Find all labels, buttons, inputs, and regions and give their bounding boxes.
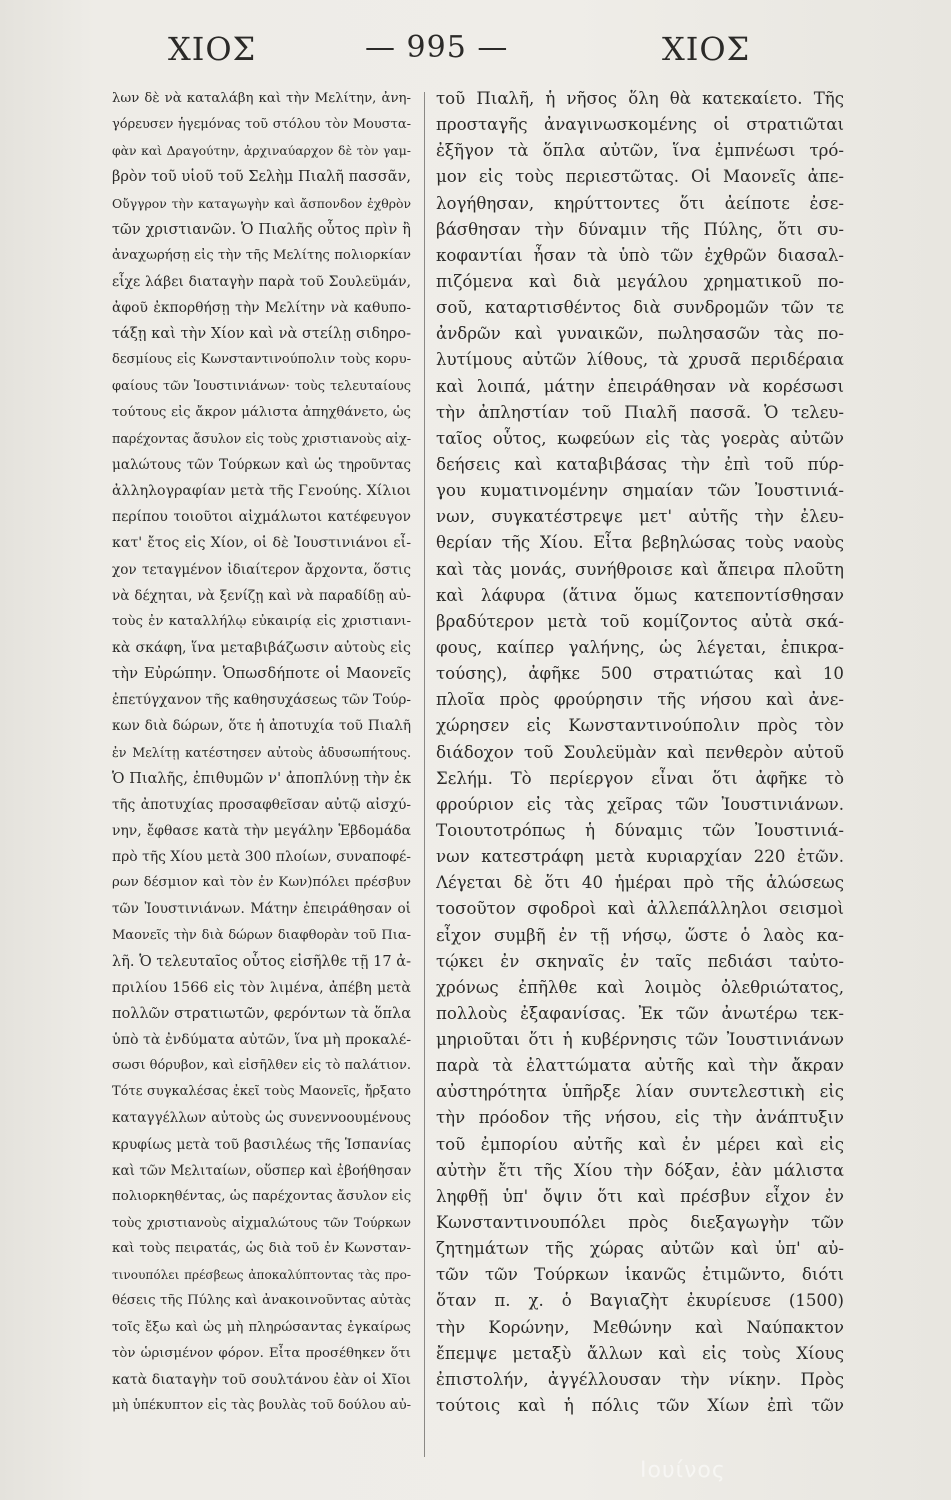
text-line: τῶν τῶν Τούρκων ἱκανῶς ἐτιμῶντο, διότι — [436, 1265, 844, 1285]
text-line: τὴν ἀπληστίαν τοῦ Πιαλῆ πασσᾶ. Ὁ τελευ- — [436, 402, 844, 422]
text-line: τοῖς ἔξω καὶ ὡς μὴ πληρώσαντας ἐγκαίρως — [112, 1319, 411, 1335]
text-line: νων κατεστράφη μετὰ κυριαρχίαν 220 ἐτῶν. — [436, 847, 844, 867]
text-line: Τότε συγκαλέσας ἐκεῖ τοὺς Μαονεῖς, ἤρξατο — [112, 1084, 411, 1100]
text-line: σοῦ, καταρτισθέντος διὰ συνδρομῶν τῶν τε — [436, 298, 844, 318]
text-line: Λέγεται δὲ ὅτι 40 ἡμέραι πρὸ τῆς ἁλώσεως — [436, 873, 844, 893]
text-line: αὐτὴν ἔτι τῆς Χίου τὴν δόξαν, ἐὰν μάλιστα — [436, 1160, 844, 1180]
text-line: λων δὲ νὰ καταλάβη καὶ τὴν Μελίτην, ἀνη- — [112, 91, 411, 106]
text-line: πολλοὺς ἐξαφανίσας. Ἐκ τῶν ἀνωτέρω τεκ- — [436, 1003, 844, 1023]
text-line: Μαονεῖς τὴν διὰ δώρων διαφθορὰν τοῦ Πια- — [112, 927, 411, 943]
left-text-column — [112, 86, 411, 1419]
text-line: ἐπιστολήν, ἀγγέλλουσαν τὴν νίκην. Πρὸς — [436, 1369, 844, 1389]
text-line: τοῦ ἐμπορίου αὐτῆς καὶ ἐν μέρει καὶ εἰς — [436, 1134, 844, 1154]
text-line: βάσθησαν τὴν δύναμιν τῆς Πύλης, ὅτι συ- — [436, 219, 844, 239]
text-line: παρὰ τὰ ἐλαττώματα αὐτῆς καὶ τὴν ἄκραν — [436, 1056, 844, 1076]
text-line: ἐξῆγον τὰ ὅπλα αὐτῶν, ἵνα ἐμπνέωσι τρό- — [436, 141, 844, 161]
text-line: τὴν Κορώνην, Μεθώνην καὶ Ναύπακτον — [436, 1317, 844, 1337]
text-line: Τοιουτοτρόπως ἡ δύναμις τῶν Ἰουστινιά- — [436, 820, 844, 840]
text-line: φαίους τῶν Ἰουστινιάνων· τοὺς τελευταίους — [112, 378, 411, 394]
text-line: καὶ τὰς μονάς, συνήθροισε καὶ ἄπειρα πλοῦτη — [436, 559, 844, 579]
text-line: μον εἰς τοὺς περιεστῶτας. Οἱ Μαονεῖς ἀπε- — [436, 167, 844, 187]
text-line: καὶ λοιπά, μάτην ἐπειράθησαν νὰ κορέσωσι — [436, 376, 844, 396]
text-line: τῶν χριστιανῶν. Ὁ Πιαλῆς οὗτος πρὶν ἢ — [112, 221, 411, 238]
text-line: παρέχοντας ἄσυλον εἰς τοὺς χριστιανοὺς αἰχ- — [112, 430, 411, 446]
text-line: τούτους εἰς ἄκρον μάλιστα ἀπηχθάνετο, ὡς — [112, 404, 411, 420]
text-line: ἀνδρῶν καὶ γυναικῶν, πωλησασῶν τὰς πο- — [436, 324, 844, 344]
column-divider — [424, 92, 425, 1457]
text-line: τοσοῦτον σφοδροὶ καὶ ἀλλεπάλληλοι σεισμοὶ — [436, 899, 844, 919]
text-line: τῴκει ἐν σκηναῖς ἐν ταῖς πεδιάσι ταὐτο- — [436, 951, 844, 971]
text-line: λυτίμους αὐτῶν λίθους, τὰ χρυσᾶ περιδέραια — [436, 350, 844, 370]
text-line: τοῦ Πιαλῆ, ἡ νῆσος ὅλη θὰ κατεκαίετο. Τῆς — [436, 89, 844, 108]
text-line: βραδύτερον μετὰ τοῦ κομίζοντος αὐτὰ σκά- — [436, 611, 844, 631]
text-line: κοφαντίαι ἦσαν τὰ ὑπὸ τῶν ἐχθρῶν διασαλ- — [436, 245, 844, 265]
text-line: ὅταν π. χ. ὁ Βαγιαζὴτ ἐκυρίευσε (1500) — [436, 1291, 844, 1311]
text-line: τοὺς χριστιανοὺς αἰχμαλώτους τῶν Τούρκων — [112, 1215, 411, 1231]
right-text-column — [436, 86, 844, 1419]
text-line: βρὸν τοῦ υἱοῦ τοῦ Σελὴμ Πιαλῆ πασσᾶν, — [112, 169, 411, 186]
text-line: φρούριον εἰς τὰς χεῖρας τῶν Ἰουστινιάνων. — [436, 794, 844, 814]
text-line: εἶχον συμβῆ ἐν τῇ νήσῳ, ὥστε ὁ λαὸς κα- — [436, 925, 844, 945]
text-line: δεήσεις καὶ καταβιβάσας τὴν ἐπὶ τοῦ πύρ- — [436, 454, 844, 474]
text-line: δεσμίους εἰς Κωνσταντινούπολιν τοὺς κορυ- — [112, 352, 411, 368]
text-line: θερίαν τῆς Χίου. Εἶτα βεβηλώσας τοὺς ναοὺς — [436, 533, 844, 553]
text-line: ταῖος οὗτος, κωφεύων εἰς τὰς γοερὰς αὐτῶν — [436, 428, 844, 448]
text-line: ρων δέσμιον καὶ τὸν ἐν Κων)πόλει πρέσβυν — [112, 875, 411, 891]
text-line: μὴ ὑπέκυπτον εἰς τὰς βουλὰς τοῦ δούλου αὐ- — [112, 1398, 411, 1414]
text-line: τὸν ὡρισμένον φόρον. Εἶτα προσέθηκεν ὅτι — [112, 1345, 411, 1361]
text-line: ἐν Μελίτῃ κατέστησεν αὐτοὺς ἀδυσωπήτους. — [112, 744, 411, 760]
text-line: τὴν Εὐρώπην. Ὁπωσδήποτε οἱ Μαονεῖς — [112, 665, 411, 683]
text-line: εἶχε λάβει διαταγὴν παρὰ τοῦ Σουλεϋμάν, — [112, 273, 411, 290]
text-line: ἀλληλογραφίαν μετὰ τῆς Γενούης. Χίλιοι — [112, 483, 411, 500]
text-line: καὶ τῶν Μελιταίων, οὕσπερ καὶ ἐβοήθησαν — [112, 1162, 411, 1179]
text-line: κων διὰ δώρων, ὅτε ἡ ἀποτυχία τοῦ Πιαλῆ — [112, 718, 411, 735]
text-line: προσταγῆς ἀναγινωσκομένης οἱ στρατιῶται — [436, 115, 844, 135]
text-line: ἀφοῦ ἐκπορθήσῃ τὴν Μελίτην νὰ καθυπο- — [112, 300, 411, 317]
text-line: περίπου τοιοῦτοι αἰχμάλωτοι κατέφευγον — [112, 509, 411, 526]
text-line: ζητημάτων τῆς χώρας αὐτῶν καὶ ὑπ' αὐ- — [436, 1239, 844, 1259]
text-line: χώρησεν εἰς Κωνσταντινούπολιν πρὸς τὸν — [436, 716, 844, 736]
text-line: μηριοῦται ὅτι ἡ κυβέρνησις τῶν Ἰουστινιάνων — [436, 1030, 844, 1050]
text-line: τινουπόλει πρέσβεως ἀποκαλύπτοντας τὰς προ- — [112, 1268, 411, 1283]
text-line: κατὰ διαταγὴν τοῦ σουλτάνου ἐὰν οἱ Χῖοι — [112, 1371, 411, 1388]
text-line: τοὺς ἐν καταλλήλῳ εὐκαιρίᾳ εἰς χριστιανι- — [112, 613, 411, 629]
text-line: καταγγέλλων αὐτοὺς ὡς συνεννοουμένους — [112, 1110, 411, 1127]
text-line: ἐπετύγχανον τῆς καθησυχάσεως τῶν Τούρ- — [112, 692, 411, 709]
text-line: πολιορκηθέντας, ὡς παρέχοντας ἄσυλον εἰς — [112, 1188, 411, 1204]
text-line: χρόνως ἐπῆλθε καὶ λοιμὸς ὀλεθριώτατος, — [436, 977, 844, 997]
text-line: φους, καίπερ γαλήνης, ὡς λέγεται, ἐπικρα- — [436, 637, 844, 657]
text-line: ἔπεμψε μεταξὺ ἄλλων καὶ εἰς τοὺς Χίους — [436, 1343, 844, 1363]
text-line: κὰ σκάφη, ἵνα μεταβιβάζωσιν αὐτοὺς εἰς — [112, 639, 411, 656]
text-line: Ὁ Πιαλῆς, ἐπιθυμῶν ν' ἀποπλύνῃ τὴν ἐκ — [112, 770, 411, 787]
text-line: γου κυματινομένην σημαίαν τῶν Ἰουστινιά- — [436, 481, 844, 501]
text-line: τῆς ἀποτυχίας προσαφθεῖσαν αὐτῷ αἰσχύ- — [112, 796, 411, 813]
text-line: καὶ τοὺς πειρατάς, ὡς διὰ τοῦ ἐν Κωνσταν- — [112, 1241, 411, 1257]
watermark-text: Ιουίνος — [640, 1458, 726, 1483]
text-line: Κωνσταντινουπόλει πρὸς διεξαγωγὴν τῶν — [436, 1213, 844, 1233]
text-line: θέσεις τῆς Πύλης καὶ ἀνακοινοῦντας αὐτὰς — [112, 1293, 411, 1309]
text-line: ληφθῇ ὑπ' ὄψιν ὅτι καὶ πρέσβυν εἶχον ἐν — [436, 1186, 844, 1206]
text-line: πρὸ τῆς Χίου μετὰ 300 πλοίων, συναποφέ- — [112, 849, 411, 866]
text-line: πολλῶν στρατιωτῶν, φερόντων τὰ ὅπλα — [112, 1005, 411, 1022]
text-line: ἀναχωρήσῃ εἰς τὴν τῆς Μελίτης πολιορκίαν — [112, 247, 411, 263]
text-line: τούσης), ἀφῆκε 500 στρατιώτας καὶ 10 — [436, 664, 844, 684]
text-line: πιζόμενα καὶ διὰ μεγάλου χρηματικοῦ πο- — [436, 271, 844, 291]
text-line: Οὔγγρον τὴν καταγωγὴν καὶ ἄσπονδον ἐχθρὸν — [112, 195, 411, 211]
text-line: πριλίου 1566 εἰς τὸν λιμένα, ἀπέβη μετὰ — [112, 979, 411, 996]
text-line: Σελήμ. Τὸ περίεργον εἶναι ὅτι ἀφῆκε τὸ — [436, 768, 844, 788]
text-line: ὑπὸ τὰ ἐνδύματα αὐτῶν, ἵνα μὴ προκαλέ- — [112, 1032, 411, 1049]
text-line: γόρευσεν ἡγεμόνας τοῦ στόλου τὸν Μουστα- — [112, 117, 411, 133]
text-line: νὰ δέχηται, νὰ ξενίζῃ καὶ νὰ παραδίδῃ αὐ- — [112, 587, 411, 604]
text-line: αὐστηρότητα ὑπῆρξε λίαν συντελεστικὴ εἰς — [436, 1082, 844, 1102]
header-right-title: ΧΙΟΣ — [662, 30, 751, 68]
text-line: νην, ἔφθασε κατὰ τὴν μεγάλην Ἑβδομάδα — [112, 822, 411, 839]
running-header — [0, 30, 951, 80]
text-line: σωσι θόρυβον, καὶ εἰσῆλθεν εἰς τὸ παλάτιον. — [112, 1058, 411, 1074]
text-line: νων, συγκατέστρεψε μετ' αὐτῆς τὴν ἐλευ- — [436, 507, 844, 527]
page-number: — 995 — — [365, 30, 509, 65]
text-line: λῆ. Ὁ τελευταῖος οὗτος εἰσῆλθε τῇ 17 ἀ- — [112, 953, 411, 970]
text-line: πλοῖα πρὸς φρούρησιν τῆς νήσου καὶ ἀνε- — [436, 690, 844, 710]
text-line: κρυφίως μετὰ τοῦ βασιλέως τῆς Ἱσπανίας — [112, 1136, 411, 1153]
header-left-title: ΧΙΟΣ — [168, 30, 257, 68]
text-line: χον τεταγμένον ἰδιαίτερον ἄρχοντα, ὅστις — [112, 561, 411, 578]
text-line: τὴν πρόοδον τῆς νήσου, εἰς τὴν ἀνάπτυξιν — [436, 1108, 844, 1128]
text-line: καὶ λάφυρα (ἅτινα ὅμως κατεποντίσθησαν — [436, 585, 844, 605]
text-line: λογήθησαν, κηρύττοντες ὅτι ἀείποτε ἐσε- — [436, 193, 844, 213]
text-line: κατ' ἔτος εἰς Χίον, οἱ δὲ Ἰουστινιάνοι εἶ- — [112, 535, 411, 552]
text-line: φὰν καὶ Δραγούτην, ἀρχιναύαρχον δὲ τὸν γαμ- — [112, 143, 411, 159]
text-line: τούτοις καὶ ἡ πόλις τῶν Χίων ἐπὶ τῶν — [436, 1396, 844, 1416]
text-line: τάξῃ καὶ τὴν Χίον καὶ νὰ στείλῃ σιδηρο- — [112, 326, 411, 343]
text-line: μαλώτους τῶν Τούρκων καὶ ὡς τηροῦντας — [112, 456, 411, 473]
text-line: τῶν Ἰουστινιάνων. Μάτην ἐπειράθησαν οἱ — [112, 901, 411, 918]
text-line: διάδοχον τοῦ Σουλεϋμὰν καὶ πενθερὸν αὐτοῦ — [436, 742, 844, 762]
